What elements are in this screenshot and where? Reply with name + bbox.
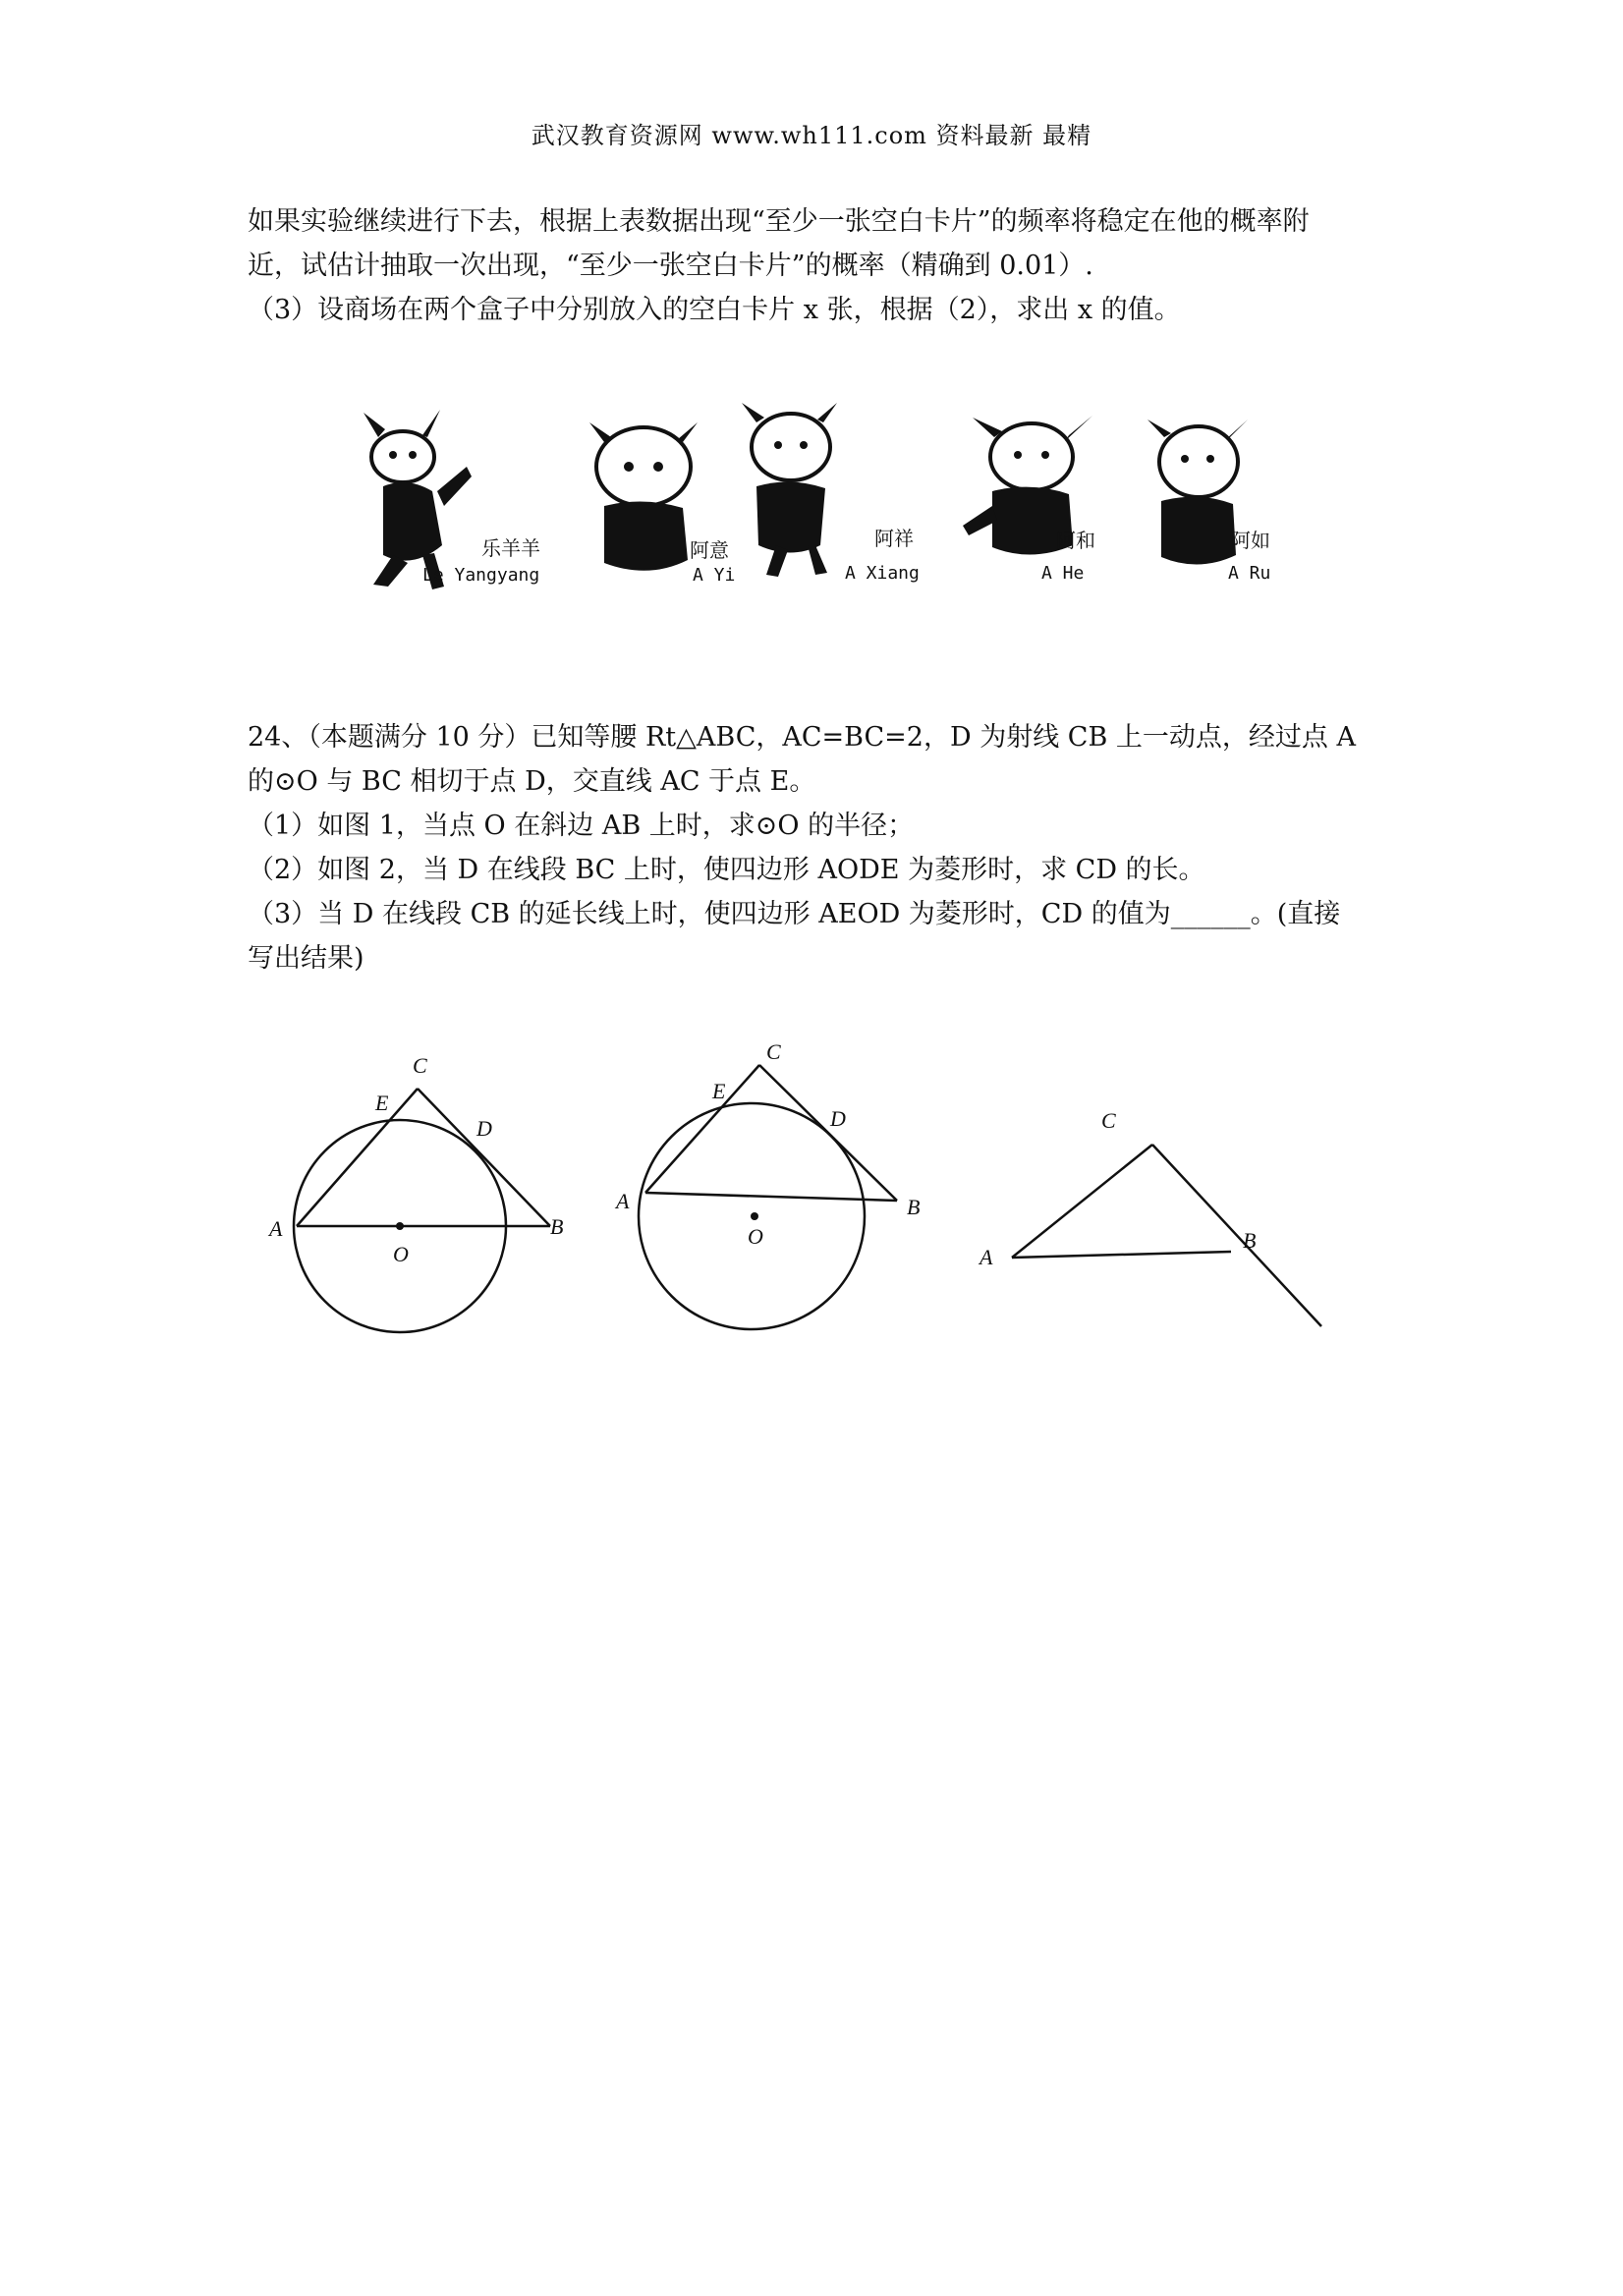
mascot-a-ru [1147,420,1270,584]
figure-2 [604,1032,938,1336]
fig1-label-o: O [393,1242,409,1266]
fig2-segment-cb [759,1065,897,1201]
mascot-1-en: Le Yangyang [422,565,540,586]
mascot-a-he [963,416,1095,584]
fig3-label-c: C [1101,1108,1116,1133]
fig1-segment-ac [297,1089,418,1226]
fig2-label-d: D [830,1106,846,1131]
fig3-segment-ab [1012,1252,1231,1258]
page-header: 武汉教育资源网 www.wh111.com 资料最新 最精 [531,122,1092,149]
mascot-le-yangyang [364,410,540,589]
mascot-2-en: A Yi [693,565,736,586]
q24-stem-line2: 的⊙O 与 BC 相切于点 D，交直线 AC 于点 E。 [248,766,816,797]
figure-1 [255,1041,589,1336]
mascot-3-cn: 阿祥 [874,527,914,550]
fig2-label-e: E [712,1079,726,1103]
fig2-label-a: A [616,1189,630,1213]
fig3-label-b: B [1243,1228,1257,1253]
q23-continuation-line1: 如果实验继续进行下去，根据上表数据出现“至少一张空白卡片”的频率将稳定在他的概率附 [248,206,1310,237]
fig2-label-o: O [748,1224,763,1249]
fig2-center-dot [751,1212,758,1220]
figure-3 [968,1095,1341,1341]
fig1-label-b: B [550,1214,564,1239]
q24-part3-line1: （3）当 D 在线段 CB 的延长线上时，使四边形 AEOD 为菱形时，CD 的值为______。(直接 [248,899,1341,929]
fig3-ray-cb [1152,1145,1321,1326]
mascot-a-yi [589,422,735,586]
fig1-label-d: D [476,1116,492,1141]
mascot-illustration [354,398,1287,594]
q24-stem-line1: 24、（本题满分 10 分）已知等腰 Rt△ABC，AC=BC=2，D 为射线 CB 上一动点，经过点 A [248,722,1356,753]
mascot-1-cn: 乐羊羊 [481,536,540,560]
q24-part3-line2: 写出结果) [248,943,364,974]
fig2-label-b: B [907,1195,921,1219]
mascot-5-en: A Ru [1228,563,1271,584]
fig2-label-c: C [766,1039,781,1064]
mascot-4-cn: 阿和 [1056,529,1095,552]
fig1-label-c: C [413,1053,427,1078]
mascot-3-en: A Xiang [845,563,920,584]
mascot-4-en: A He [1041,563,1085,584]
q23-part3: （3）设商场在两个盒子中分别放入的空白卡片 x 张，根据（2），求出 x 的值。 [248,295,1181,325]
fig1-label-a: A [269,1216,283,1241]
fig1-center-dot [396,1222,404,1230]
mascot-2-cn: 阿意 [690,538,729,562]
fig1-segment-cb [418,1089,550,1226]
q23-continuation-line2: 近，试估计抽取一次出现，“至少一张空白卡片”的概率（精确到 0.01）. [248,251,1093,281]
fig2-segment-ab [645,1193,897,1201]
mascot-5-cn: 阿如 [1231,529,1270,552]
fig3-segment-ac [1012,1145,1152,1258]
mascot-a-xiang [742,403,920,584]
q24-part1: （1）如图 1，当点 O 在斜边 AB 上时，求⊙O 的半径； [248,811,915,841]
fig2-segment-ac [645,1065,759,1193]
fig3-label-a: A [979,1245,993,1269]
q24-part2: （2）如图 2，当 D 在线段 BC 上时，使四边形 AODE 为菱形时，求 CD 的长。 [248,855,1205,885]
fig1-label-e: E [375,1091,389,1115]
